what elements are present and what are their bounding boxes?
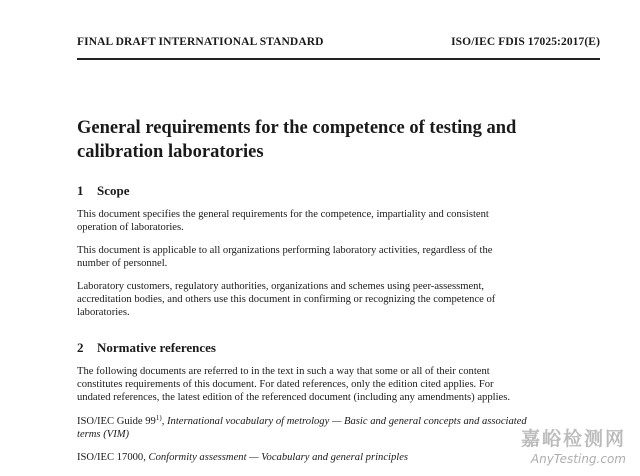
reference-title-continued: terms (VIM) — [77, 428, 130, 440]
section-number: 2 — [77, 340, 84, 355]
scope-paragraph-2: This document is applicable to all organizations performing laboratory activities, regardless of the number of personnel. — [77, 245, 493, 269]
watermark-english-text: AnyTesting.com — [530, 452, 626, 466]
section-heading-normative-references — [77, 340, 216, 356]
section-title: Scope — [97, 183, 130, 198]
footnote-marker: 1) — [155, 414, 162, 422]
reference-title: Conformity assessment — Vocabulary and general principles — [148, 452, 409, 463]
section-heading-scope — [77, 183, 130, 199]
reference-id: ISO/IEC Guide 99 — [77, 416, 156, 427]
normative-references-paragraph: The following documents are referred to in the text in such a way that some or all of their content constitutes requirements of this document. For dated references, only the edition cited applies. For undated references, the latest edition of the referenced document (including any amendments) applies. — [77, 366, 510, 403]
document-title-line-2: calibration laboratories — [77, 142, 264, 162]
section-title: Normative references — [97, 340, 216, 355]
page-header — [77, 36, 600, 60]
reference-id: ISO/IEC 17000 — [77, 452, 144, 463]
watermark — [521, 424, 626, 466]
document-title-line-1: General requirements for the competence of testing and — [77, 118, 517, 138]
reference-item: ISO/IEC 17000, Conformity assessment — Vocabulary and general principles — [77, 452, 409, 463]
document-number: ISO/IEC FDIS 17025:2017(E) — [451, 36, 600, 48]
reference-title: International vocabulary of metrology — Basic and general concepts and associated — [167, 416, 527, 427]
scope-paragraph-1: This document specifies the general requirements for the competence, impartiality and consistent operation of laboratories. — [77, 209, 489, 233]
document-status-label: FINAL DRAFT INTERNATIONAL STANDARD — [77, 36, 324, 48]
scope-paragraph-3: Laboratory customers, regulatory authorities, organizations and schemes using peer-assessment, accreditation bodies, and others use this document in confirming or recognizing the competence of laboratories. — [77, 281, 496, 318]
watermark-chinese-text: 嘉峪检测网 — [520, 428, 626, 450]
document-title — [77, 116, 600, 164]
reference-item: ISO/IEC Guide 99$^{1)}$, International vocabulary of metrology — Basic and general concepts and associated terms (VIM) — [77, 414, 527, 440]
section-number: 1 — [77, 183, 84, 198]
